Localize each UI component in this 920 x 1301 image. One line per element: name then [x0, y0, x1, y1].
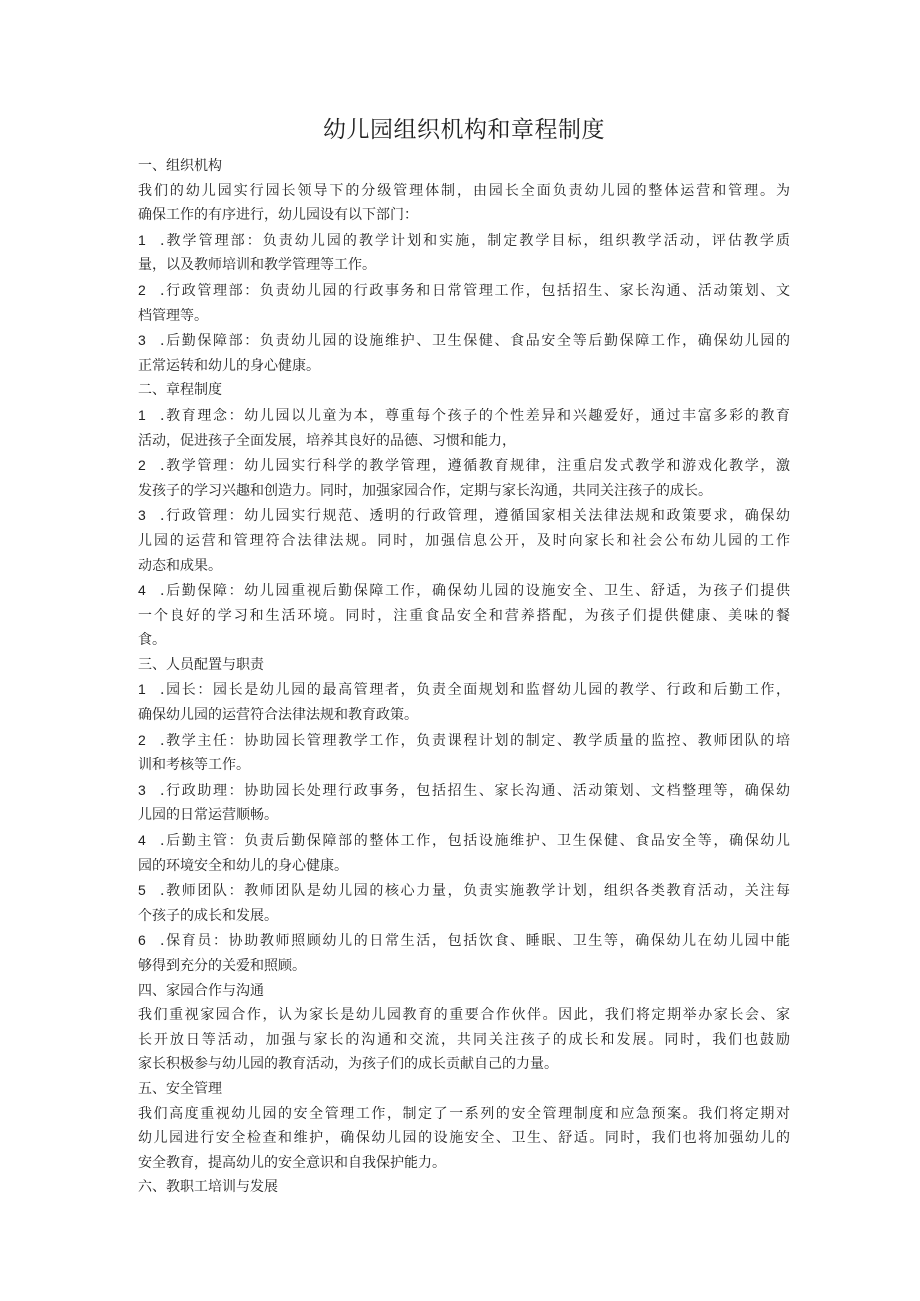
text-line — [138, 979, 790, 1004]
list-number: 4 — [138, 832, 146, 849]
text-line — [138, 728, 790, 754]
list-number: 6 — [138, 932, 146, 949]
text-line — [138, 1052, 790, 1077]
line-text: .教师团队：教师团队是幼儿园的核心力量，负责实施教学计划，组织各类教育活动，关注每 — [160, 883, 790, 900]
list-number: 1 — [138, 406, 146, 423]
text-line — [138, 354, 790, 379]
text-line — [138, 554, 790, 579]
text-line — [138, 653, 790, 678]
text-line — [138, 1028, 790, 1053]
text-line — [138, 1126, 790, 1151]
line-text: 活动，促进孩子全面发展，培养其良好的品德、习惯和能力， — [138, 432, 516, 449]
line-text: .园长：园长是幼儿园的最高管理者，负责全面规划和监督幼儿园的教学、行政和后勤工作， — [160, 682, 790, 699]
line-text: 儿园的运营和管理符合法律法规。同时，加强信息公开，及时向家长和社会公布幼儿园的工作 — [138, 532, 790, 549]
text-line — [138, 778, 790, 804]
text-line — [138, 878, 790, 904]
text-line — [138, 1102, 790, 1127]
line-text: 儿园的日常运营顺畅。 — [138, 807, 278, 824]
line-text: 三、人员配置与职责 — [138, 656, 264, 673]
list-number: 3 — [138, 507, 146, 524]
text-line — [138, 604, 790, 629]
line-text: 安全教育，提高幼儿的安全意识和自我保护能力。 — [138, 1154, 446, 1171]
line-text: 家长积极参与幼儿园的教育活动，为孩子们的成长贡献自己的力量。 — [138, 1056, 558, 1073]
list-number: 3 — [138, 332, 146, 349]
text-line — [138, 803, 790, 828]
text-line — [138, 503, 790, 529]
line-text: .后勤主管：负责后勤保障部的整体工作，包括设施维护、卫生保健、食品安全等，确保幼儿 — [160, 833, 790, 850]
document-title: 幼儿园组织机构和章程制度 — [323, 117, 605, 143]
text-line — [138, 403, 790, 429]
list-number: 3 — [138, 781, 146, 798]
line-text: .教学管理部：负责幼儿园的教学计划和实施，制定教学目标，组织教学活动，评估教学质 — [160, 232, 790, 249]
text-line — [138, 854, 790, 879]
text-line — [138, 453, 790, 479]
line-text: 幼儿园进行安全检查和维护，确保幼儿园的设施安全、卫生、舒适。同时，我们也将加强幼儿的 — [138, 1130, 790, 1147]
line-text: .行政管理部：负责幼儿园的行政事务和日常管理工作，包括招生、家长沟通、活动策划、文 — [160, 282, 790, 299]
text-line — [138, 154, 790, 179]
line-text: 发孩子的学习兴趣和创造力。同时，加强家园合作，定期与家长沟通，共同关注孩子的成长。 — [138, 482, 712, 499]
line-text: .教学管理：幼儿园实行科学的教学管理，遵循教育规律，注重启发式教学和游戏化教学，激 — [160, 458, 790, 475]
text-line — [138, 479, 790, 504]
line-text: 二、章程制度 — [138, 382, 222, 399]
line-text: 我们的幼儿园实行园长领导下的分级管理体制，由园长全面负责幼儿园的整体运营和管理。为 — [138, 182, 790, 199]
line-text: 量，以及教师培训和教学管理等工作。 — [138, 257, 376, 274]
text-line — [138, 753, 790, 778]
document-body — [138, 154, 790, 1200]
list-number: 5 — [138, 882, 146, 899]
text-line — [138, 954, 790, 979]
text-line — [138, 529, 790, 554]
text-line — [138, 1151, 790, 1176]
line-text: .后勤保障部：负责幼儿园的设施维护、卫生保健、食品安全等后勤保障工作，确保幼儿园的 — [160, 333, 790, 350]
line-text: 四、家园合作与沟通 — [138, 982, 264, 999]
text-line — [138, 278, 790, 304]
line-text: 六、教职工培训与发展 — [138, 1179, 278, 1196]
line-text: 园的环境安全和幼儿的身心健康。 — [138, 857, 348, 874]
line-text: 个孩子的成长和发展。 — [138, 907, 278, 924]
line-text: 确保幼儿园的运营符合法律法规和教育政策。 — [138, 707, 418, 724]
list-number: 2 — [138, 281, 146, 298]
line-text: 我们重视家园合作，认为家长是幼儿园教育的重要合作伙伴。因此，我们将定期举办家长会、家 — [138, 1007, 790, 1024]
line-text: .保育员：协助教师照顾幼儿的日常生活，包括饮食、睡眠、卫生等，确保幼儿在幼儿园中能 — [160, 933, 790, 950]
text-line — [138, 828, 790, 854]
line-text: .后勤保障：幼儿园重视后勤保障工作，确保幼儿园的设施安全、卫生、舒适，为孩子们提供 — [160, 583, 790, 600]
text-line — [138, 304, 790, 329]
line-text: 动态和成果。 — [138, 557, 222, 574]
text-line — [138, 253, 790, 278]
line-text: .教学主任：协助园长管理教学工作，负责课程计划的制定、教学质量的监控、教师团队的培 — [160, 732, 790, 749]
line-text: 我们高度重视幼儿园的安全管理工作，制定了一系列的安全管理制度和应急预案。我们将定期对 — [138, 1105, 790, 1122]
line-text: 一、组织机构 — [138, 158, 222, 174]
text-line — [138, 1175, 790, 1200]
line-text: 一个良好的学习和生活环境。同时，注重食品安全和营养搭配，为孩子们提供健康、美味的餐 — [138, 607, 790, 624]
text-line — [138, 578, 790, 604]
text-line — [138, 928, 790, 954]
line-text: .行政助理：协助园长处理行政事务，包括招生、家长沟通、活动策划、文档整理等，确保幼 — [160, 782, 790, 799]
text-line — [138, 179, 790, 204]
text-line — [138, 203, 790, 228]
list-number: 2 — [138, 731, 146, 748]
line-text: 够得到充分的关爱和照顾。 — [138, 958, 306, 974]
text-line — [138, 1077, 790, 1102]
text-line — [138, 703, 790, 728]
text-line — [138, 677, 790, 703]
line-text: 正常运转和幼儿的身心健康。 — [138, 357, 320, 374]
document-page — [138, 112, 790, 1200]
line-text: 确保工作的有序进行，幼儿园设有以下部门： — [138, 207, 418, 224]
line-text: 五、安全管理 — [138, 1080, 222, 1097]
line-text: 食。 — [138, 632, 166, 649]
line-text: 档管理等。 — [138, 307, 208, 324]
text-line — [138, 328, 790, 354]
text-line — [138, 1003, 790, 1028]
text-line — [138, 228, 790, 254]
line-text: .教育理念：幼儿园以儿童为本，尊重每个孩子的个性差异和兴趣爱好，通过丰富多彩的教育 — [160, 407, 790, 424]
list-number: 1 — [138, 681, 146, 698]
text-line — [138, 904, 790, 929]
list-number: 2 — [138, 457, 146, 474]
line-text: 长开放日等活动，加强与家长的沟通和交流，共同关注孩子的成长和发展。同时，我们也鼓励 — [138, 1031, 790, 1048]
list-number: 1 — [138, 231, 146, 248]
text-line — [138, 628, 790, 653]
text-line — [138, 378, 790, 403]
list-number: 4 — [138, 582, 146, 599]
text-line — [138, 429, 790, 454]
line-text: .行政管理：幼儿园实行规范、透明的行政管理，遵循国家相关法律法规和政策要求，确保幼 — [160, 508, 790, 525]
line-text: 训和考核等工作。 — [138, 757, 250, 774]
